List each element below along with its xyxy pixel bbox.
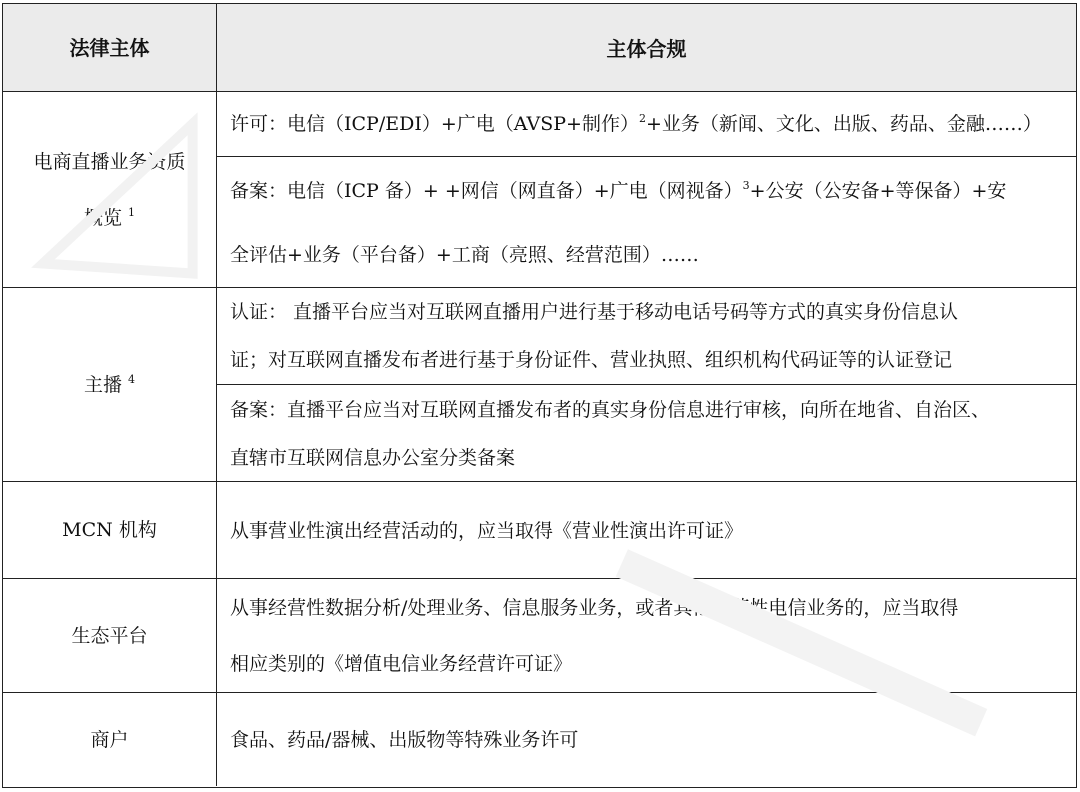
row-compliance xyxy=(217,92,1076,287)
table-row xyxy=(3,92,1076,288)
compliance-item-filing: 备案：直播平台应当对互联网直播发布者的真实身份信息进行审核，向所在地省、自治区、 直辖市互联网信息办公室分类备案 xyxy=(230,398,991,469)
compliance-item-license: 许可：电信（ICP/EDI）+广电（AVSP+制作）$^2$+业务（新闻、文化、出版、药品、金融……） xyxy=(217,92,1076,157)
row-subject: 商户 xyxy=(3,693,217,786)
table-header-row xyxy=(3,4,1076,92)
row-compliance xyxy=(217,288,1076,481)
row-subject: 生态平台 xyxy=(3,579,217,692)
row-subject: MCN 机构 xyxy=(3,482,217,578)
table-row xyxy=(3,482,1076,579)
header-legal-subject: 法律主体 xyxy=(3,4,217,91)
compliance-table xyxy=(2,3,1077,788)
compliance-item-verification: 认证： 直播平台应当对互联网直播用户进行基于移动电话号码等方式的真实身份信息认 证；对互联网直播发布者进行基于身份证件、营业执照、组织机构代码证等的认证登记 xyxy=(217,288,1076,385)
table-row xyxy=(3,288,1076,482)
row-compliance: 食品、药品/器械、出版物等特殊业务许可 xyxy=(230,728,579,751)
table-row xyxy=(3,579,1076,693)
row-subject: 主播 $^4$ xyxy=(3,288,217,481)
row-compliance: 从事营业性演出经营活动的，应当取得《营业性演出许可证》 xyxy=(230,519,744,542)
table-row xyxy=(3,693,1076,786)
row-compliance: 从事经营性数据分析/处理业务、信息服务业务，或者其他经营性电信业务的，应当取得 相应类别的《增值电信业务经营许可证》 xyxy=(230,597,959,675)
header-subject-compliance: 主体合规 xyxy=(606,37,687,61)
compliance-item-filing: 备案：电信（ICP 备）+ +网信（网直备）+广电（网视备）$^3$+公安（公安备+等保备）+安 全评估+业务（平台备）+工商（亮照、经营范围）…… xyxy=(230,178,1007,266)
row-subject: 电商直播业务资质 概览 $^1$ xyxy=(3,92,217,287)
